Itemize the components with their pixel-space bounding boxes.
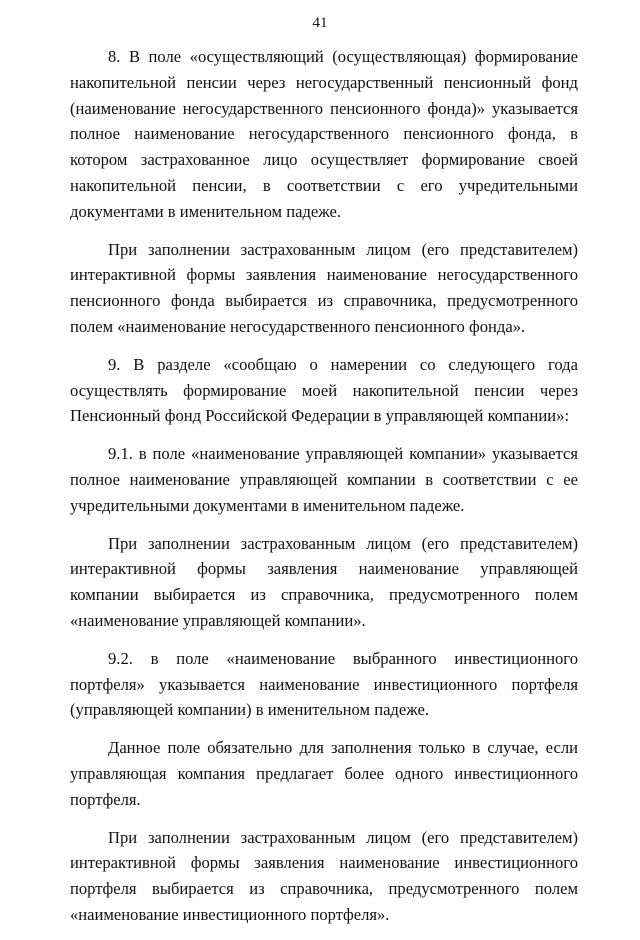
paragraph-portfolio-interactive-form: При заполнении застрахованным лицом (его представителем) интерактивной формы заявления наименование инвестиционного портфеля выбирается из справочника, предусмотренного полем «наименование инвестиционного портфеля».: [70, 827, 578, 924]
paragraph-8-npf-field: 8. В поле «осуществляющий (осуществляющая) формирование накопительной пенсии через негосударственный пенсионный фонд (наименование негосударственного пенсионного фонда)» указывается полное наименование негосударственного пенсионного фонда, в котором застрахованное лицо осуществляет формирование своей накопительной пенсии, в соответствии с его учредительными документами в именительном падеже.: [70, 47, 578, 221]
page-number: 41: [312, 15, 328, 31]
paragraph-9-2-portfolio: 9.2. в поле «наименование выбранного инвестиционного портфеля» указывается наименование инвестиционного портфеля (управляющей компании) в именительном падеже.: [70, 648, 578, 720]
paragraph-management-company-interactive-form: При заполнении застрахованным лицом (его представителем) интерактивной формы заявления наименование управляющей компании выбирается из справочника, предусмотренного полем «наименование управляющей компании».: [70, 533, 578, 630]
paragraph-portfolio-mandatory: Данное поле обязательно для заполнения только в случае, если управляющая компания предлагает более одного инвестиционного портфеля.: [70, 738, 578, 809]
document-body: [70, 44, 578, 940]
paragraph-npf-interactive-form: При заполнении застрахованным лицом (его представителем) интерактивной формы заявления наименование негосударственного пенсионного фонда выбирается из справочника, предусмотренного полем «наименование негосударственного пенсионного фонда».: [70, 239, 578, 336]
paragraph-9-1-management-company: 9.1. в поле «наименование управляющей компании» указывается полное наименование управляющей компании в соответствии с ее учредительными документами в именительном падеже.: [70, 444, 578, 515]
paragraph-9-section: 9. В разделе «сообщаю о намерении со следующего года осуществлять формирование моей накопительной пенсии через Пенсионный фонд Российской Федерации в управляющей компании»:: [70, 354, 578, 426]
